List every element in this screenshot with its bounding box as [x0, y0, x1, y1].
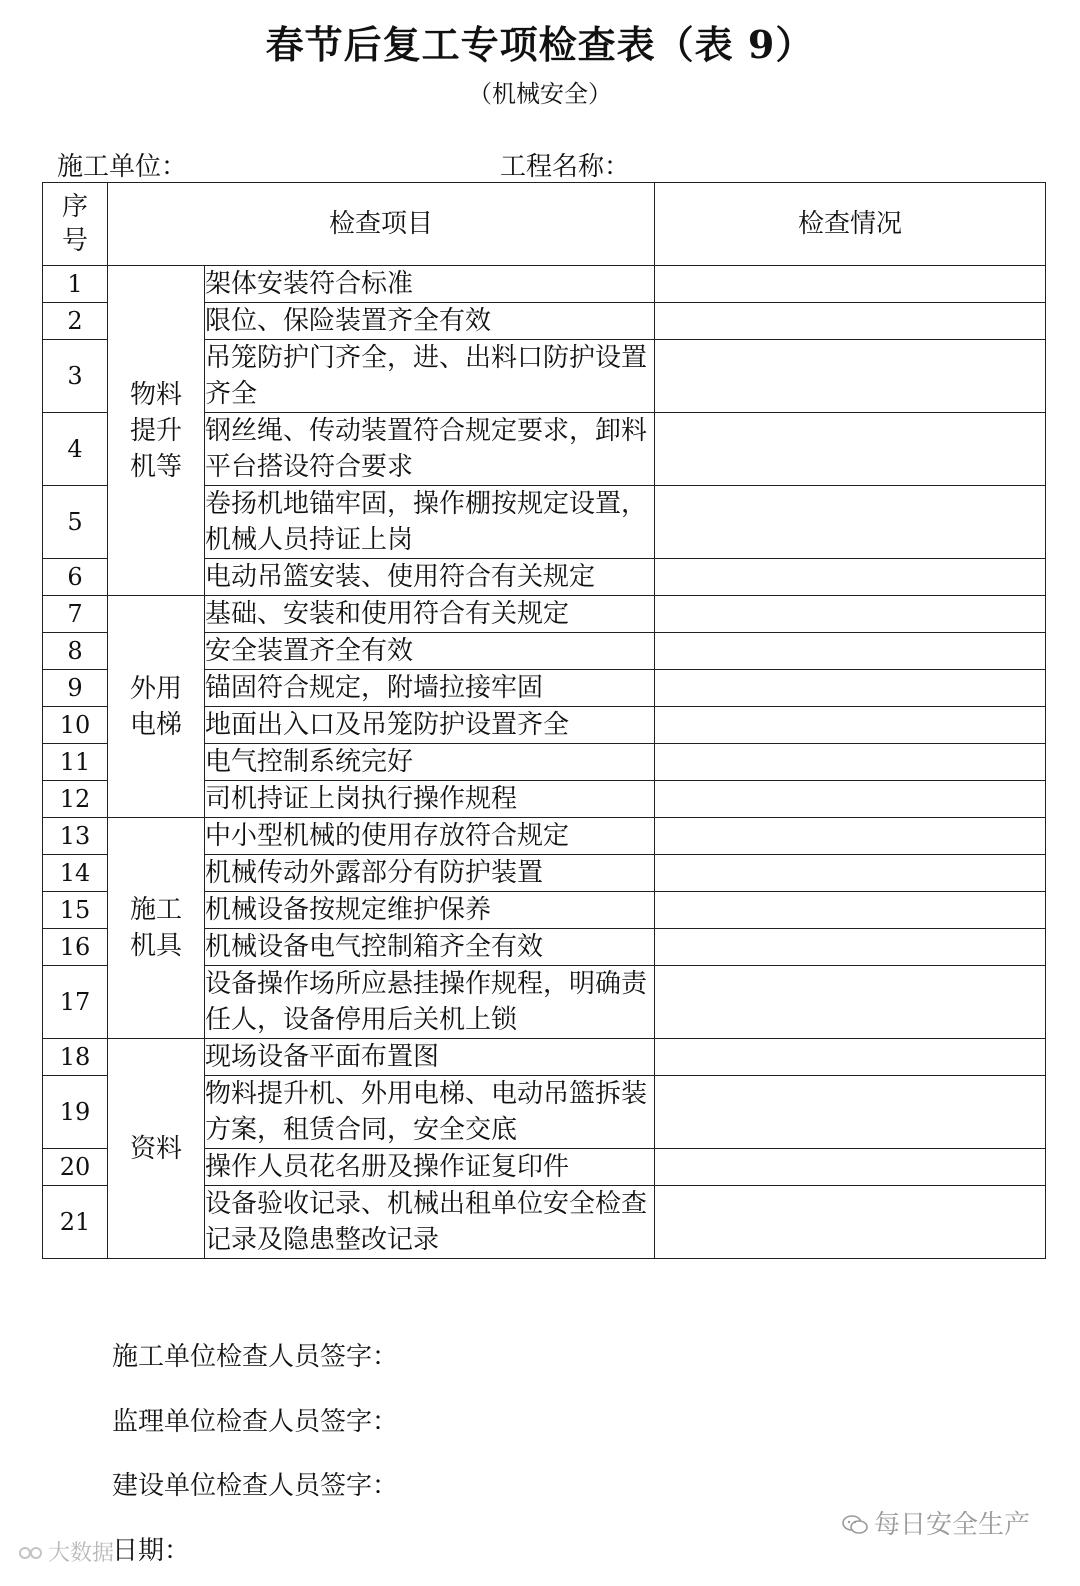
row-number: 4	[43, 413, 108, 486]
logo-icon	[18, 1542, 46, 1564]
category-cell	[108, 818, 205, 1039]
inspection-table	[42, 182, 1046, 1259]
result-cell[interactable]	[655, 340, 1046, 413]
category-label: 外用电梯	[129, 673, 182, 740]
result-cell[interactable]	[655, 1076, 1046, 1149]
category-label: 施工机具	[129, 895, 182, 961]
row-number: 5	[43, 486, 108, 559]
category-cell	[108, 1039, 205, 1259]
header-result: 检查情况	[655, 183, 1046, 266]
row-number: 16	[43, 929, 108, 966]
table-row	[43, 1039, 1046, 1076]
result-cell[interactable]	[655, 966, 1046, 1039]
row-number: 6	[43, 559, 108, 596]
check-item: 限位、保险装置齐全有效	[205, 303, 655, 340]
check-item: 机械设备电气控制箱齐全有效	[205, 929, 655, 966]
check-item: 卷扬机地锚牢固，操作棚按规定设置，机械人员持证上岗	[205, 486, 655, 559]
result-cell[interactable]	[655, 744, 1046, 781]
row-number: 17	[43, 966, 108, 1039]
row-number: 2	[43, 303, 108, 340]
check-item: 吊笼防护门齐全，进、出料口防护设置齐全	[205, 340, 655, 413]
check-item: 锚固符合规定，附墙拉接牢固	[205, 670, 655, 707]
row-number: 1	[43, 266, 108, 303]
table-row	[43, 818, 1046, 855]
row-number: 10	[43, 707, 108, 744]
supervision-signature-label: 监理单位检查人员签字：	[112, 1407, 399, 1437]
construction-signature-label: 施工单位检查人员签字：	[112, 1342, 399, 1372]
result-cell[interactable]	[655, 596, 1046, 633]
category-cell	[108, 266, 205, 596]
result-cell[interactable]	[655, 1039, 1046, 1076]
category-label: 物料提升机等	[129, 379, 182, 482]
watermark-right	[842, 1504, 1030, 1541]
date-label: 日期：	[112, 1536, 191, 1566]
result-cell[interactable]	[655, 818, 1046, 855]
row-number: 9	[43, 670, 108, 707]
result-cell[interactable]	[655, 633, 1046, 670]
page-title: 春节后复工专项检查表（表 9）	[265, 22, 815, 67]
result-cell[interactable]	[655, 855, 1046, 892]
check-item: 钢丝绳、传动装置符合规定要求，卸料平台搭设符合要求	[205, 413, 655, 486]
check-item: 电气控制系统完好	[205, 744, 655, 781]
check-item: 现场设备平面布置图	[205, 1039, 655, 1076]
construction-unit-label: 施工单位：	[57, 152, 188, 182]
check-item: 地面出入口及吊笼防护设置齐全	[205, 707, 655, 744]
header-item: 检查项目	[108, 183, 655, 266]
check-item: 电动吊篮安装、使用符合有关规定	[205, 559, 655, 596]
row-number: 12	[43, 781, 108, 818]
check-item: 司机持证上岗执行操作规程	[205, 781, 655, 818]
row-number: 19	[43, 1076, 108, 1149]
result-cell[interactable]	[655, 892, 1046, 929]
row-number: 8	[43, 633, 108, 670]
check-item: 机械设备按规定维护保养	[205, 892, 655, 929]
row-number: 11	[43, 744, 108, 781]
row-number: 21	[43, 1186, 108, 1259]
result-cell[interactable]	[655, 266, 1046, 303]
table-body	[43, 266, 1046, 1259]
row-number: 13	[43, 818, 108, 855]
row-number: 18	[43, 1039, 108, 1076]
header-no-line1: 序	[61, 192, 88, 222]
header-no-line2: 号	[61, 226, 88, 256]
watermark-left	[18, 1536, 114, 1567]
check-item: 设备操作场所应悬挂操作规程，明确责任人，设备停用后关机上锁	[205, 966, 655, 1039]
page-subtitle: （机械安全）	[468, 80, 612, 108]
row-number: 20	[43, 1149, 108, 1186]
check-item: 设备验收记录、机械出租单位安全检查记录及隐患整改记录	[205, 1186, 655, 1259]
check-item: 操作人员花名册及操作证复印件	[205, 1149, 655, 1186]
table-row	[43, 266, 1046, 303]
row-number: 7	[43, 596, 108, 633]
result-cell[interactable]	[655, 413, 1046, 486]
result-cell[interactable]	[655, 781, 1046, 818]
check-item: 机械传动外露部分有防护装置	[205, 855, 655, 892]
result-cell[interactable]	[655, 707, 1046, 744]
watermark-right-text: 每日安全生产	[874, 1510, 1031, 1540]
result-cell[interactable]	[655, 1186, 1046, 1259]
result-cell[interactable]	[655, 929, 1046, 966]
project-name-label: 工程名称：	[500, 152, 631, 182]
table-row	[43, 596, 1046, 633]
result-cell[interactable]	[655, 1149, 1046, 1186]
table-header-row	[43, 183, 1046, 266]
header-no	[43, 183, 108, 266]
category-label: 资料	[129, 1133, 182, 1164]
row-number: 14	[43, 855, 108, 892]
owner-signature-label: 建设单位检查人员签字：	[112, 1471, 399, 1501]
check-item: 物料提升机、外用电梯、电动吊篮拆装方案，租赁合同，安全交底	[205, 1076, 655, 1149]
result-cell[interactable]	[655, 559, 1046, 596]
result-cell[interactable]	[655, 486, 1046, 559]
category-cell	[108, 596, 205, 818]
result-cell[interactable]	[655, 670, 1046, 707]
check-item: 安全装置齐全有效	[205, 633, 655, 670]
check-item: 基础、安装和使用符合有关规定	[205, 596, 655, 633]
row-number: 3	[43, 340, 108, 413]
wechat-icon	[842, 1515, 868, 1535]
row-number: 15	[43, 892, 108, 929]
result-cell[interactable]	[655, 303, 1046, 340]
check-item: 中小型机械的使用存放符合规定	[205, 818, 655, 855]
check-item: 架体安装符合标准	[205, 266, 655, 303]
watermark-left-text: 大数据	[48, 1541, 115, 1566]
